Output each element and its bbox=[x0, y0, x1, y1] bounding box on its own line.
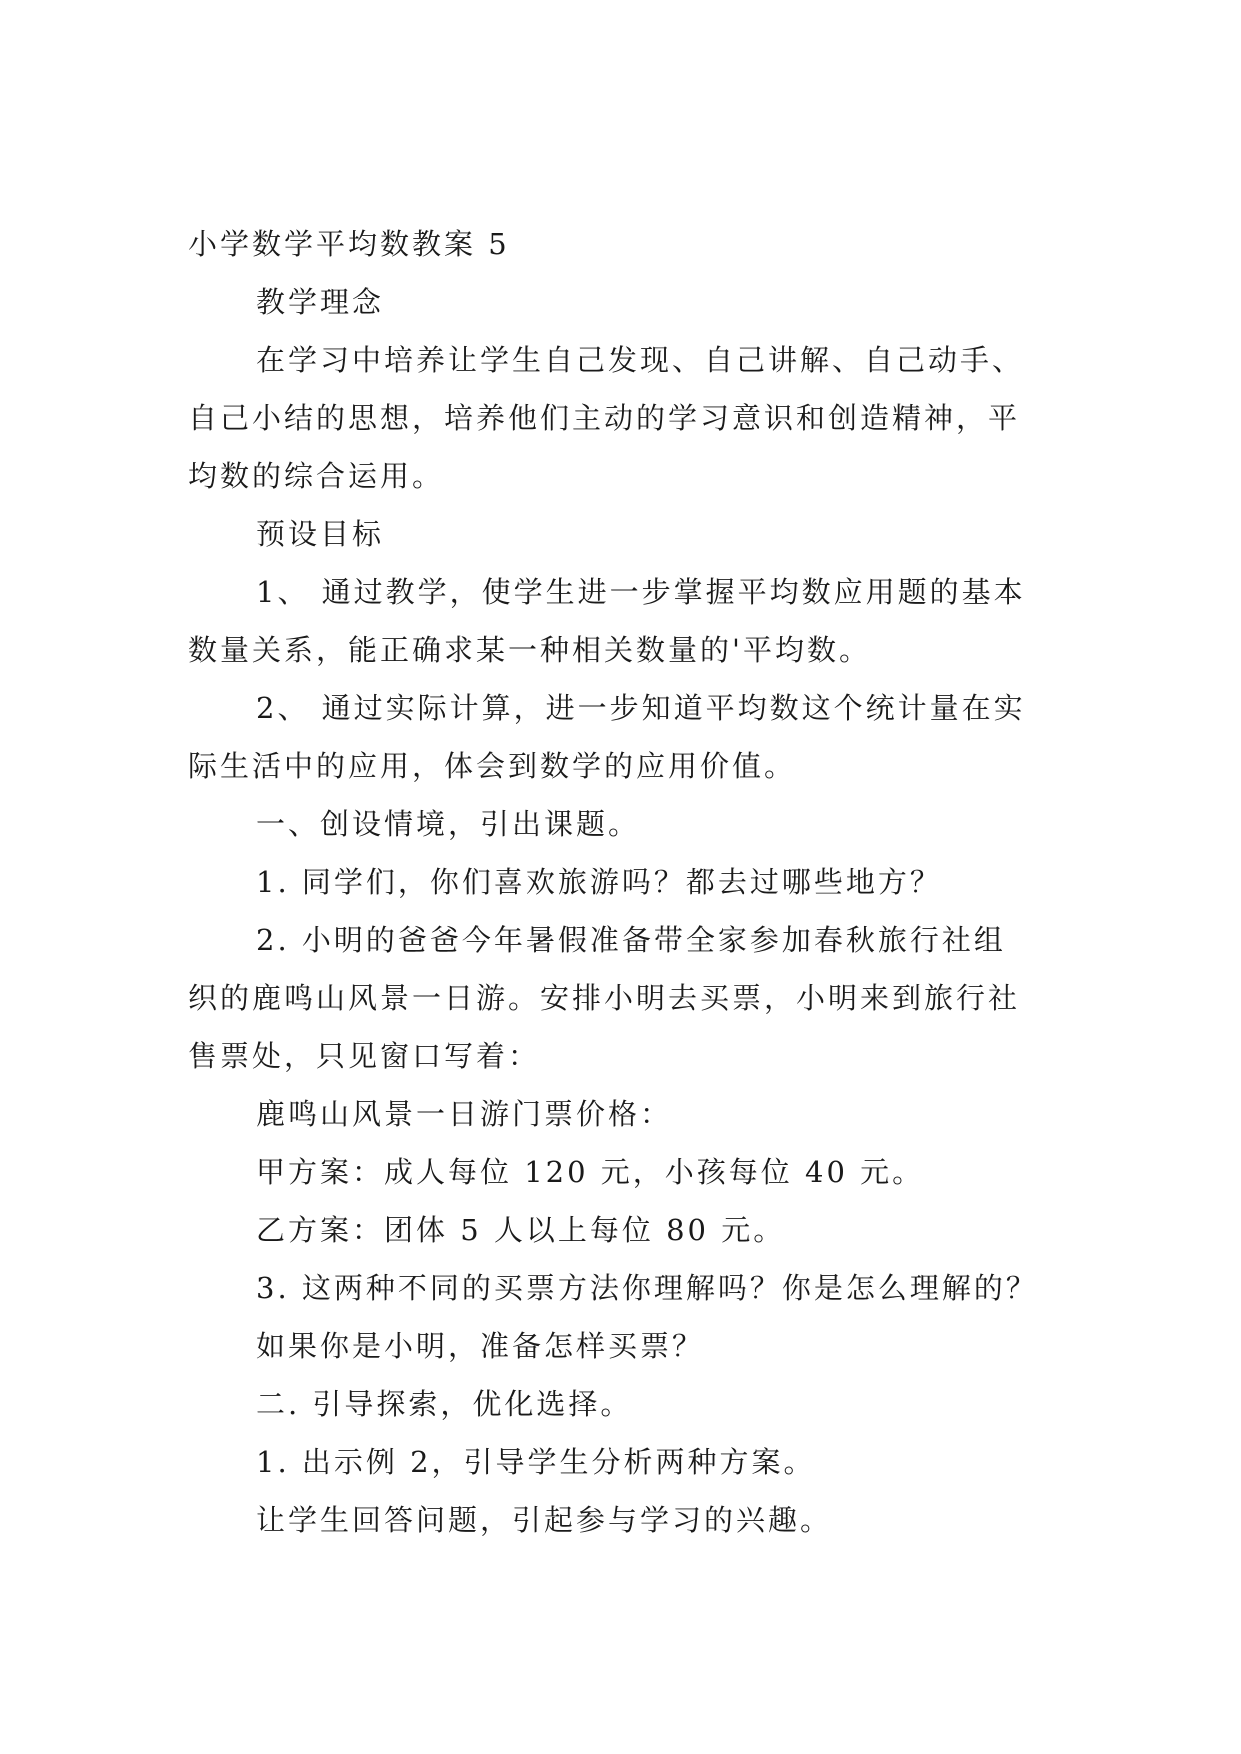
paragraph-line: 售票处，只见窗口写着： bbox=[188, 1039, 541, 1073]
paragraph-line: 1. 出示例 2，引导学生分析两种方案。 bbox=[256, 1445, 816, 1479]
section-heading-1: 一、创设情境，引出课题。 bbox=[256, 807, 641, 841]
heading-preset-goals: 预设目标 bbox=[256, 517, 385, 551]
section-heading-2: 二. 引导探索，优化选择。 bbox=[256, 1387, 633, 1421]
paragraph-line: 1、 通过教学，使学生进一步掌握平均数应用题的基本 bbox=[256, 575, 1026, 609]
paragraph-line: 在学习中培养让学生自己发现、自己讲解、自己动手、 bbox=[256, 343, 1025, 377]
paragraph-line: 如果你是小明，准备怎样买票？ bbox=[256, 1329, 705, 1363]
paragraph-line: 数量关系，能正确求某一种相关数量的'平均数。 bbox=[188, 633, 871, 667]
heading-teaching-concept: 教学理念 bbox=[256, 285, 385, 319]
paragraph-line: 让学生回答问题，引起参与学习的兴趣。 bbox=[256, 1503, 833, 1537]
plan-a: 甲方案：成人每位 120 元，小孩每位 40 元。 bbox=[256, 1155, 925, 1189]
paragraph-line: 自己小结的思想，培养他们主动的学习意识和创造精神，平 bbox=[188, 401, 1021, 435]
paragraph-line: 织的鹿鸣山风景一日游。安排小明去买票，小明来到旅行社 bbox=[188, 981, 1021, 1015]
paragraph-line: 2、 通过实际计算，进一步知道平均数这个统计量在实 bbox=[256, 691, 1026, 725]
paragraph-line: 3. 这两种不同的买票方法你理解吗？你是怎么理解的？ bbox=[256, 1271, 1038, 1305]
paragraph-line: 1. 同学们，你们喜欢旅游吗？都去过哪些地方？ bbox=[256, 865, 942, 899]
document-title: 小学数学平均数教案 5 bbox=[188, 227, 510, 261]
paragraph-line: 际生活中的应用，体会到数学的应用价值。 bbox=[188, 749, 797, 783]
paragraph-line: 2. 小明的爸爸今年暑假准备带全家参加春秋旅行社组 bbox=[256, 923, 1006, 957]
plan-b: 乙方案：团体 5 人以上每位 80 元。 bbox=[256, 1213, 786, 1247]
paragraph-line: 均数的综合运用。 bbox=[188, 459, 445, 493]
price-heading: 鹿鸣山风景一日游门票价格： bbox=[256, 1097, 673, 1131]
